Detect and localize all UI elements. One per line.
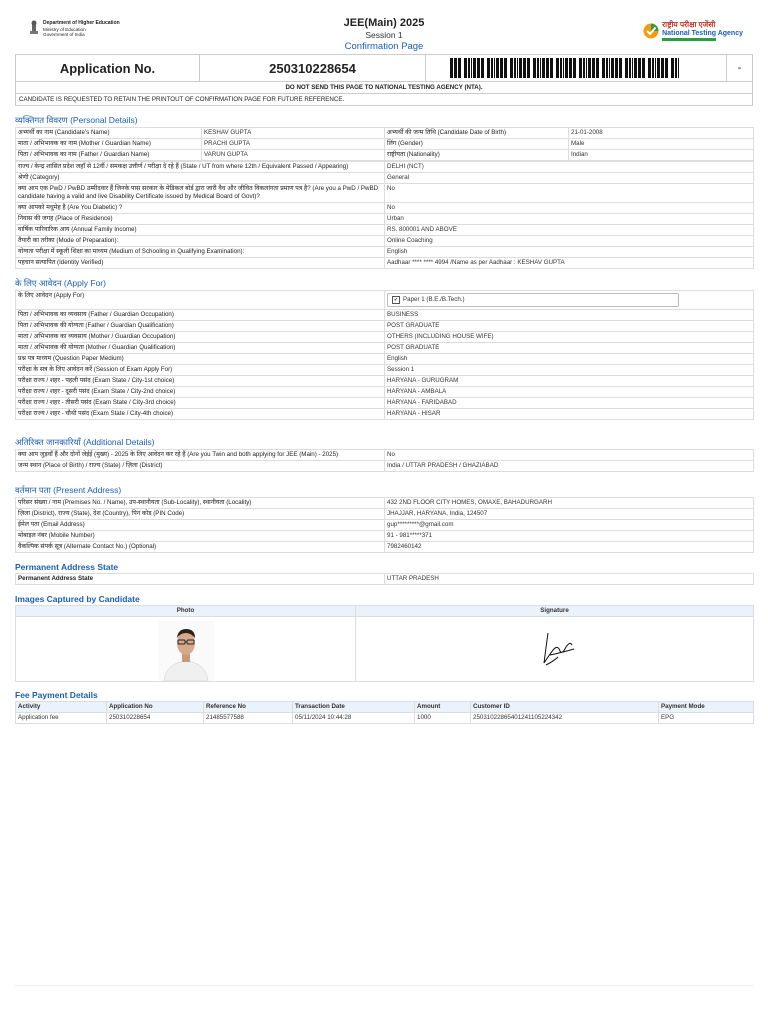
table-row: [16, 542, 754, 553]
present-address-title: वर्तमान पता (Present Address): [15, 485, 122, 495]
row-label: लिंग (Gender): [385, 139, 569, 150]
fee-column-header: Transaction Date: [293, 702, 415, 713]
row-label: अभ्यर्थी का नाम (Candidate's Name): [16, 128, 202, 139]
row-value: No: [385, 450, 754, 461]
table-row: [16, 225, 754, 236]
row-label: परिसर संख्या / नाम (Premises No. / Name), उप-स्थानीयता (Sub-Locality), स्थानीयता (Locality): [16, 498, 385, 509]
row-value: HARYANA - FARIDABAD: [385, 398, 754, 409]
row-value: General: [385, 173, 754, 184]
fee-cell: Application fee: [16, 713, 107, 724]
row-value: VARUN GUPTA: [202, 150, 385, 161]
permanent-address-value: UTTAR PRADESH: [385, 574, 754, 585]
additional-details-table: [15, 449, 754, 472]
row-value: BUSINESS: [385, 310, 754, 321]
row-value: Aadhaar **** **** 4994 /Name as per Aadhaar : KESHAV GUPTA: [385, 258, 754, 269]
nta-logo: [643, 20, 743, 41]
row-value: OTHERS (INCLUDING HOUSE WIFE): [385, 332, 754, 343]
table-row: [16, 321, 754, 332]
fee-payment-table: [15, 701, 754, 724]
table-row: [16, 509, 754, 520]
table-row: [16, 150, 754, 161]
fee-cell: 21485577588: [204, 713, 293, 724]
table-row: [16, 365, 754, 376]
row-label: राज्य / केन्द्र शासित प्रदेश जहाँ से 12वीं / समकक्ष उत्तीर्ण / परीक्षा दे रहे हैं (State / UT from where 12th / Equivalent Passed / Appearing): [16, 162, 385, 173]
row-label: क्या आप जुड़वाँ हैं और दोनों जेईई (मुख्य) - 2025 के लिए आवेदन कर रहे हैं (Are you Twin and both applying for JEE (Main) - 2025): [16, 450, 385, 461]
row-label: ज़िला (District), राज्य (State), देश (Country), पिन कोड (PIN Code): [16, 509, 385, 520]
row-value: Male: [569, 139, 754, 150]
fee-column-header: Application No: [107, 702, 204, 713]
fee-cell: 1000: [415, 713, 471, 724]
fee-cell: 250310228654: [107, 713, 204, 724]
barcode-icon: [448, 57, 704, 79]
table-row: [16, 162, 754, 173]
table-row: [16, 461, 754, 472]
row-value: PRACHI GUPTA: [202, 139, 385, 150]
dept-line1: Department of Higher Education: [43, 20, 120, 26]
row-value: KESHAV GUPTA: [202, 128, 385, 139]
table-row: [16, 520, 754, 531]
permanent-address-label: Permanent Address State: [16, 574, 385, 585]
candidate-photo: [158, 621, 214, 681]
table-row: [16, 387, 754, 398]
dept-line2: Ministry of Education: [43, 26, 86, 32]
row-value: No: [385, 203, 754, 214]
application-row: [15, 54, 753, 82]
row-label: पिता / अभिभावक की योग्यता (Father / Guardian Qualification): [16, 321, 385, 332]
images-table: [15, 605, 754, 682]
row-label: राष्ट्रीयता (Nationality): [385, 150, 569, 161]
dept-line3: Government of India: [43, 32, 85, 38]
table-row: [16, 332, 754, 343]
row-label: माता / अभिभावक का व्यवसाय (Mother / Guardian Occupation): [16, 332, 385, 343]
photo-header: Photo: [16, 606, 356, 617]
personal-details-rows: [15, 161, 754, 269]
apply-for-label: के लिए आवेदन (Apply For): [16, 291, 385, 310]
table-row: [16, 291, 754, 310]
table-row: [16, 258, 754, 269]
table-row: [16, 184, 754, 203]
row-label: श्रेणी (Category): [16, 173, 385, 184]
nta-tagline-bar: [662, 38, 716, 41]
personal-details-table: [15, 127, 754, 161]
candidate-signature: [538, 627, 578, 671]
fee-details-title: Fee Payment Details: [15, 690, 98, 700]
row-label: पिता / अभिभावक का व्यवसाय (Father / Guardian Occupation): [16, 310, 385, 321]
present-address-table: [15, 497, 754, 553]
table-row: [16, 354, 754, 365]
table-row: [16, 398, 754, 409]
row-label: क्या आपको मधुमेह है (Are You Diabetic) ?: [16, 203, 385, 214]
row-label: क्या आप एक PwD / PwBD उम्मीदवार हैं जिनके पास सरकार के मेडिकल बोर्ड द्वारा जारी वैध और जीवित विकलांगता प्रमाण पत्र है? (Are you a PwD / PwBD candidate having a valid and live Disability Certificate issued by Medical Board of Govt)?: [16, 184, 385, 203]
row-label: पहचान सत्यापित (Identity Verified): [16, 258, 385, 269]
images-title: Images Captured by Candidate: [15, 594, 140, 604]
row-label: परीक्षा के सत्र के लिए आवेदन करें (Session of Exam Apply For): [16, 365, 385, 376]
row-value: 91 - 981*****371: [385, 531, 754, 542]
row-value: RS. 800001 AND ABOVE: [385, 225, 754, 236]
table-row: [16, 203, 754, 214]
apply-for-title: के लिए आवेदन (Apply For): [15, 278, 106, 288]
row-label: योग्यता परीक्षा में स्कूली शिक्षा का माध्यम (Medium of Schooling in Qualifying Examination):: [16, 247, 385, 258]
row-label: जन्म स्थान (Place of Birth) / राज्य (State) / ज़िला (District): [16, 461, 385, 472]
row-label: अभ्यर्थी की जन्म तिथि (Candidate Date of Birth): [385, 128, 569, 139]
row-label: परीक्षा राज्य / शहर - चौथी पसंद (Exam State / City-4th choice): [16, 409, 385, 420]
row-label: मोबाइल नंबर (Mobile Number): [16, 531, 385, 542]
table-row: [16, 247, 754, 258]
retain-note: CANDIDATE IS REQUESTED TO RETAIN THE PRINTOUT OF CONFIRMATION PAGE FOR FUTURE REFERENCE.: [15, 94, 753, 106]
table-row: [16, 713, 754, 724]
page-title: JEE(Main) 2025: [343, 17, 425, 29]
row-value: English: [385, 354, 754, 365]
checkbox-checked-icon: ✔: [393, 297, 399, 303]
row-value: 21-01-2008: [569, 128, 754, 139]
row-label: निवास की जगह (Place of Residence): [16, 214, 385, 225]
row-value: English: [385, 247, 754, 258]
table-row: [16, 214, 754, 225]
row-value: POST GRADUATE: [385, 321, 754, 332]
table-row: [16, 128, 754, 139]
row-label: परीक्षा राज्य / शहर - पहली पसंद (Exam State / City-1st choice): [16, 376, 385, 387]
row-label: परीक्षा राज्य / शहर - तीसरी पसंद (Exam State / City-3rd choice): [16, 398, 385, 409]
application-dash: -: [737, 62, 742, 74]
permanent-address-title: Permanent Address State: [15, 562, 119, 572]
row-label: पिता / अभिभावक का नाम (Father / Guardian Name): [16, 150, 202, 161]
fee-column-header: Amount: [415, 702, 471, 713]
row-value: Session 1: [385, 365, 754, 376]
table-row: [16, 139, 754, 150]
table-row: [16, 450, 754, 461]
table-row: [16, 409, 754, 420]
row-value: 7982460142: [385, 542, 754, 553]
row-label: माता / अभिभावक की योग्यता (Mother / Guardian Qualification): [16, 343, 385, 354]
row-label: माता / अभिभावक का नाम (Mother / Guardian Name): [16, 139, 202, 150]
row-value: HARYANA - HISAR: [385, 409, 754, 420]
row-value: JHAJJAR, HARYANA, India, 124507: [385, 509, 754, 520]
row-value: Online Coaching: [385, 236, 754, 247]
apply-option-paper1: [387, 293, 679, 307]
nta-english-name: National Testing Agency: [662, 30, 743, 37]
page-header: [15, 14, 753, 54]
do-not-send-notice: DO NOT SEND THIS PAGE TO NATIONAL TESTING AGENCY (NTA).: [15, 82, 753, 94]
table-row: [16, 531, 754, 542]
application-label: Application No.: [16, 55, 200, 81]
fee-column-header: Payment Mode: [659, 702, 754, 713]
table-row: [16, 173, 754, 184]
session-label: Session 1: [365, 30, 403, 40]
apply-option-label: Paper 1 (B.E./B.Tech.): [403, 296, 465, 303]
signature-header: Signature: [356, 606, 754, 617]
fee-column-header: Activity: [16, 702, 107, 713]
row-label: परीक्षा राज्य / शहर - दूसरी पसंद (Exam State / City-2nd choice): [16, 387, 385, 398]
table-row: [16, 376, 754, 387]
row-value: HARYANA - AMBALA: [385, 387, 754, 398]
row-label: प्रश्न पत्र माध्यम (Question Paper Medium): [16, 354, 385, 365]
row-value: HARYANA - GURUGRAM: [385, 376, 754, 387]
fee-column-header: Customer ID: [471, 702, 659, 713]
additional-details-title: अतिरिक्त जानकारियाँ (Additional Details): [15, 437, 155, 447]
fee-column-header: Reference No: [204, 702, 293, 713]
permanent-address-table: [15, 573, 754, 585]
row-value: No: [385, 184, 754, 203]
row-label: ईमेल पता (Email Address): [16, 520, 385, 531]
fee-cell: 05/11/2024 10:44:28: [293, 713, 415, 724]
application-number: 250310228654: [200, 55, 426, 81]
table-row: [16, 574, 754, 585]
nta-check-icon: [643, 23, 659, 39]
row-value: Indian: [569, 150, 754, 161]
apply-for-table: [15, 290, 754, 420]
row-label: वार्षिक पारिवारिक आय (Annual Family Income): [16, 225, 385, 236]
row-label: वैकल्पिक संपर्क सूत्र (Alternate Contact No.) (Optional): [16, 542, 385, 553]
personal-details-title: व्यक्तिगत विवरण (Personal Details): [15, 115, 138, 125]
row-value: 432 2ND FLOOR CITY HOMES, OMAXE, BAHADURGARH: [385, 498, 754, 509]
confirmation-page: [15, 14, 753, 724]
fee-cell: EPG: [659, 713, 754, 724]
nta-hindi-name: राष्ट्रीय परीक्षा एजेंसी: [662, 20, 716, 29]
row-value: India / UTTAR PRADESH / GHAZIABAD: [385, 461, 754, 472]
row-value: Urban: [385, 214, 754, 225]
fee-cell: 2503102286540124110522434​2: [471, 713, 659, 724]
page-subtitle: Confirmation Page: [344, 41, 424, 52]
row-value: POST GRADUATE: [385, 343, 754, 354]
table-row: [16, 310, 754, 321]
row-value: gup*********@gmail.com: [385, 520, 754, 531]
barcode: [426, 55, 727, 81]
row-label: तैयारी का तरीका (Mode of Preparation):: [16, 236, 385, 247]
table-row: [16, 236, 754, 247]
table-row: [16, 498, 754, 509]
footer-divider: [15, 985, 753, 986]
row-value: DELHI (NCT): [385, 162, 754, 173]
table-row: [16, 343, 754, 354]
